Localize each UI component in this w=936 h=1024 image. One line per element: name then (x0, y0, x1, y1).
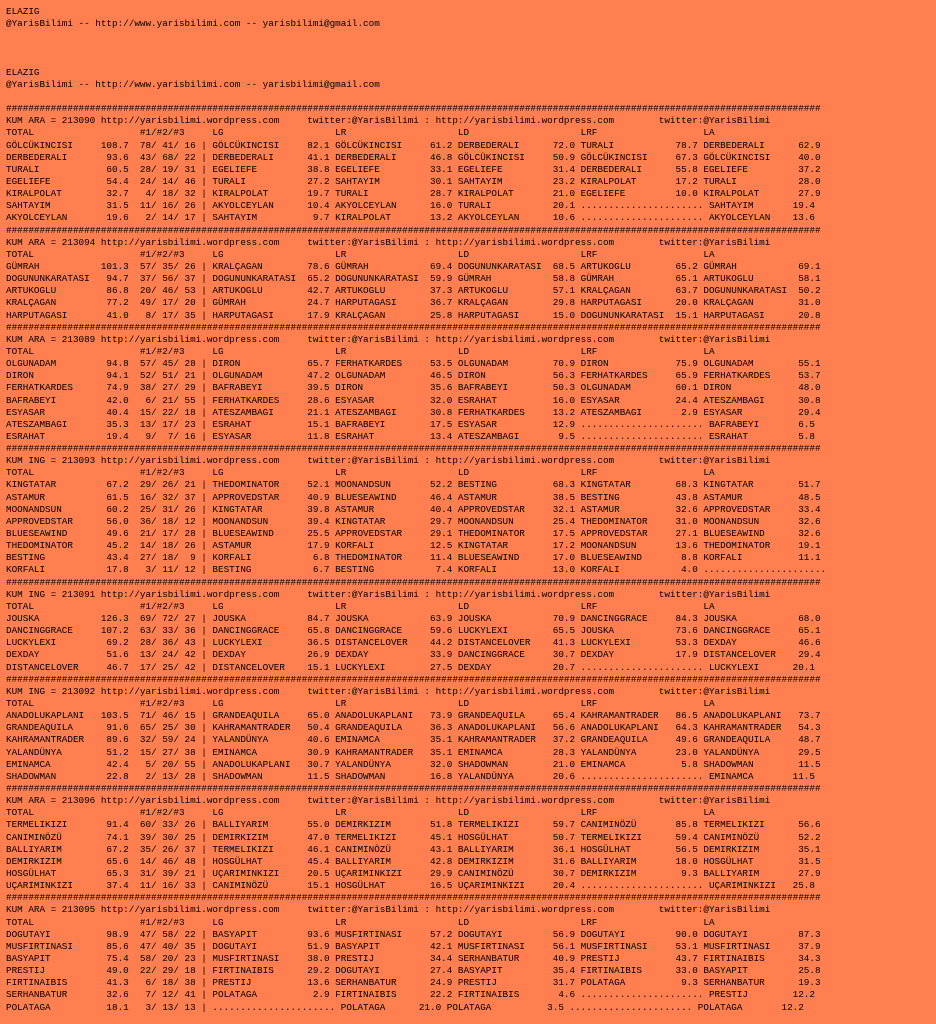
report-line: EMINAMCA 42.4 5/ 20/ 55 | ANADOLUKAPLANI 30.7 YALANDÜNYA 32.0 SHADOWMAN 21.0 EMINAMCA 5.8 SHADOWMAN 11.5 (6, 758, 821, 770)
report-line: TOTAL #1/#2/#3 LG LR LD LRF LA (6, 698, 715, 710)
separator-line: ################################################################################################################################################## (6, 783, 821, 794)
report-line: SAHTAYIM 31.5 11/ 16/ 26 | AKYOLCEYLAN 10.4 AKYOLCEYLAN 16.0 TURALI 20.1 ...................... SAHTAYIM 19.4 (6, 200, 815, 212)
report-line: TOTAL #1/#2/#3 LG LR LD LRF LA (6, 127, 715, 139)
report-line: ELAZIG (6, 6, 40, 17)
report-line: DIRON 94.1 52/ 51/ 21 | OLGUNADAM 47.2 OLGUNADAM 46.5 DIRON 56.3 FERHATKARDES 65.9 FERHATKARDES 53.7 (6, 370, 821, 382)
report-line: TERMELIKIZI 91.4 60/ 33/ 26 | BALLIYARIM 55.0 DEMIRKIZIM 51.8 TERMELIKIZI 59.7 CANIMINÖZÜ 85.8 TERMELIKIZI 56.6 (6, 819, 821, 831)
report-line: KRALÇAGAN 77.2 49/ 17/ 20 | GÜMRAH 24.7 HARPUTAGASI 36.7 KRALÇAGAN 29.8 HARPUTAGASI 20.0 KRALÇAGAN 31.0 (6, 297, 821, 309)
report-line: MUSFIRTINASI 85.6 47/ 40/ 35 | DOGUTAYI 51.9 BASYAPIT 42.1 MUSFIRTINASI 56.1 MUSFIRTINASI 53.1 MUSFIRTINASI 37.9 (6, 940, 821, 952)
report-line: DOGUTAYI 98.9 47/ 58/ 22 | BASYAPIT 93.6 MUSFIRTINASI 57.2 DOGUTAYI 56.9 DOGUTAYI 90.0 DOGUTAYI 87.3 (6, 928, 821, 940)
separator-line: ################################################################################################################################################## (6, 673, 821, 685)
report-line: YALANDÜNYA 51.2 15/ 27/ 38 | EMINAMCA 30.9 KAHRAMANTRADER 35.1 EMINAMCA 28.3 YALANDÜNYA 23.0 YALANDÜNYA 29.5 (6, 746, 821, 758)
report-line: KINGTATAR 67.2 29/ 26/ 21 | THEDOMINATOR 52.1 MOONANDSUN 52.2 BESTING 68.3 KINGTATAR 68.3 KINGTATAR 51.7 (6, 479, 821, 491)
report-line: DERBEDERALI 93.6 43/ 68/ 22 | DERBEDERALI 41.1 DERBEDERALI 46.8 GÖLCÜKINCISI 50.9 GÖLCÜKINCISI 67.3 GÖLCÜKINCISI 40.0 (6, 151, 821, 163)
separator-line: ################################################################################################################################################## (6, 892, 821, 904)
report-line: KAHRAMANTRADER 89.6 32/ 59/ 24 | YALANDÜNYA 40.6 EMINAMCA 35.1 KAHRAMANTRADER 37.2 GRANDEAQUILA 49.6 GRANDEAQUILA 48.7 (6, 734, 821, 746)
report-line: ESYASAR 40.4 15/ 22/ 18 | ATESZAMBAGI 21.1 ATESZAMBAGI 30.8 FERHATKARDES 13.2 ATESZAMBAGI 2.9 ESYASAR 29.4 (6, 406, 821, 418)
report-line: JOUSKA 126.3 69/ 72/ 27 | JOUSKA 84.7 JOUSKA 63.9 JOUSKA 70.9 DANCINGGRACE 84.3 JOUSKA 68.0 (6, 613, 821, 625)
report-line (6, 91, 936, 103)
report-line: KUM ARA = 213094 http://yarisbilimi.wordpress.com twitter:@YarisBilimi : http://yarisbilimi.wordpress.com twitter:@YarisBilimi (6, 236, 771, 248)
report-line: KUM ARA = 213089 http://yarisbilimi.wordpress.com twitter:@YarisBilimi : http://yarisbilimi.wordpress.com twitter:@YarisBilimi (6, 333, 771, 345)
report-line: ANADOLUKAPLANI 103.5 71/ 46/ 15 | GRANDEAQUILA 65.0 ANADOLUKAPLANI 73.9 GRANDEAQUILA 65.4 KAHRAMANTRADER 86.5 ANADOLUKAPLANI 73.7 (6, 710, 821, 722)
report-line: KIRALPOLAT 32.7 4/ 18/ 32 | KIRALPOLAT 19.7 TURALI 28.7 KIRALPOLAT 21.0 EGELIEFE 10.0 KIRALPOLAT 27.9 (6, 188, 821, 200)
report-line: EGELIEFE 54.4 24/ 14/ 46 | TURALI 27.2 SAHTAYIM 30.1 SAHTAYIM 23.2 KIRALPOLAT 17.2 TURALI 28.0 (6, 175, 821, 187)
report-line: ARTUKOGLU 86.8 20/ 46/ 53 | ARTUKOGLU 42.7 ARTUKOGLU 37.3 ARTUKOGLU 57.1 KRALÇAGAN 63.7 DOGUNUNKARATASI 50.2 (6, 285, 821, 297)
report-line: @YarisBilimi -- http://www.yarisbilimi.com -- yarisbilimi@gmail.com (6, 18, 380, 30)
report-line: GÖLCÜKINCISI 108.7 78/ 41/ 16 | GÖLCÜKINCISI 82.1 GÖLCÜKINCISI 61.2 DERBEDERALI 72.0 TURALI 78.7 DERBEDERALI 62.9 (6, 139, 821, 151)
report-line: PRESTIJ 49.0 22/ 29/ 18 | FIRTINAIBIS 29.2 DOGUTAYI 27.4 BASYAPIT 35.4 FIRTINAIBIS 33.0 BASYAPIT 25.8 (6, 965, 821, 977)
report-line: KORFALI 17.8 3/ 11/ 12 | BESTING 6.7 BESTING 7.4 KORFALI 13.0 KORFALI 4.0 ...................... (6, 564, 827, 576)
report-line: TURALI 60.5 28/ 19/ 31 | EGELIEFE 38.8 EGELIEFE 33.1 EGELIEFE 31.4 DERBEDERALI 55.8 EGELIEFE 37.2 (6, 163, 821, 175)
report-line (6, 42, 936, 54)
report-line: GÜMRAH 101.3 57/ 35/ 26 | KRALÇAGAN 78.6 GÜMRAH 69.4 DOGUNUNKARATASI 68.5 ARTUKOGLU 65.2 GÜMRAH 69.1 (6, 260, 821, 272)
report-line: DISTANCELOVER 46.7 17/ 25/ 42 | DISTANCELOVER 15.1 LUCKYLEXI 27.5 DEXDAY 20.7 ...................... LUCKYLEXI 20.1 (6, 661, 815, 673)
report-line: KUM ARA = 213096 http://yarisbilimi.wordpress.com twitter:@YarisBilimi : http://yarisbilimi.wordpress.com twitter:@YarisBilimi (6, 795, 771, 807)
report-line (6, 30, 936, 42)
report-line: SHADOWMAN 22.8 2/ 13/ 28 | SHADOWMAN 11.5 SHADOWMAN 16.8 YALANDÜNYA 20.6 ...................... EMINAMCA 11.5 (6, 770, 815, 782)
report-line: BLUESEAWIND 49.6 21/ 17/ 28 | BLUESEAWIND 25.5 APPROVEDSTAR 29.1 THEDOMINATOR 17.5 APPROVEDSTAR 27.1 BLUESEAWIND 32.6 (6, 528, 821, 540)
report-line: LUCKYLEXI 69.2 28/ 36/ 43 | LUCKYLEXI 36.5 DISTANCELOVER 44.2 DISTANCELOVER 41.3 LUCKYLEXI 53.3 DEXDAY 46.6 (6, 637, 821, 649)
report-line: KUM ING = 213093 http://yarisbilimi.wordpress.com twitter:@YarisBilimi : http://yarisbilimi.wordpress.com twitter:@YarisBilimi (6, 455, 771, 467)
report-line: APPROVEDSTAR 56.0 36/ 18/ 12 | MOONANDSUN 39.4 KINGTATAR 29.7 MOONANDSUN 25.4 THEDOMINATOR 31.0 MOONANDSUN 32.6 (6, 515, 821, 527)
report-line: GRANDEAQUILA 91.6 65/ 25/ 30 | KAHRAMANTRADER 50.4 GRANDEAQUILA 36.3 ANADOLUKAPLANI 56.6 ANADOLUKAPLANI 64.3 KAHRAMANTRADER 54.3 (6, 722, 821, 734)
report-line: AKYOLCEYLAN 19.6 2/ 14/ 17 | SAHTAYIM 9.7 KIRALPOLAT 13.2 AKYOLCEYLAN 10.6 ...................... AKYOLCEYLAN 13.6 (6, 212, 815, 224)
report-line: BASYAPIT 75.4 58/ 20/ 23 | MUSFIRTINASI 38.0 PRESTIJ 34.4 SERHANBATUR 40.9 PRESTIJ 43.7 FIRTINAIBIS 34.3 (6, 952, 821, 964)
report-line: DEXDAY 51.6 13/ 24/ 42 | DEXDAY 26.9 DEXDAY 33.9 DANCINGGRACE 30.7 DEXDAY 17.9 DISTANCELOVER 29.4 (6, 649, 821, 661)
report-line: KUM ARA = 213095 http://yarisbilimi.wordpress.com twitter:@YarisBilimi : http://yarisbilimi.wordpress.com twitter:@YarisBilimi (6, 904, 771, 916)
report-line: DANCINGGRACE 107.2 63/ 33/ 36 | DANCINGGRACE 65.8 DANCINGGRACE 59.6 LUCKYLEXI 65.5 JOUSKA 73.6 DANCINGGRACE 65.1 (6, 625, 821, 637)
report-line: DEMIRKIZIM 65.6 14/ 46/ 48 | HOSGÜLHAT 45.4 BALLIYARIM 42.8 DEMIRKIZIM 31.6 BALLIYARIM 18.0 HOSGÜLHAT 31.5 (6, 855, 821, 867)
report-line: POLATAGA 18.1 3/ 13/ 13 | ...................... POLATAGA 21.0 POLATAGA 3.5 ...................... POLATAGA 12.2 (6, 1001, 804, 1013)
report-line: TOTAL #1/#2/#3 LG LR LD LRF LA (6, 807, 715, 819)
report-line: ELAZIG (6, 66, 40, 78)
report-line: TOTAL #1/#2/#3 LG LR LD LRF LA (6, 248, 715, 260)
report-line: TOTAL #1/#2/#3 LG LR LD LRF LA (6, 345, 715, 357)
report-line: THEDOMINATOR 45.2 14/ 18/ 26 | ASTAMUR 17.9 KORFALI 12.5 KINGTATAR 17.2 MOONANDSUN 13.6 THEDOMINATOR 19.1 (6, 540, 821, 552)
report-line: CANIMINÖZÜ 74.1 39/ 30/ 25 | DEMIRKIZIM 47.0 TERMELIKIZI 45.1 HOSGÜLHAT 50.7 TERMELIKIZI 59.4 CANIMINÖZÜ 52.2 (6, 831, 821, 843)
report-line: ESRAHAT 19.4 9/ 7/ 16 | ESYASAR 11.8 ESRAHAT 13.4 ATESZAMBAGI 9.5 ...................... ESRAHAT 5.8 (6, 430, 815, 442)
report-line: BESTING 43.4 27/ 18/ 9 | KORFALI 6.8 THEDOMINATOR 11.4 BLUESEAWIND 17.0 BLUESEAWIND 8.8 KORFALI 11.1 (6, 552, 821, 564)
separator-line: ################################################################################################################################################## (6, 224, 821, 236)
report-line: BALLIYARIM 67.2 35/ 26/ 37 | TERMELIKIZI 46.1 CANIMINÖZÜ 43.1 BALLIYARIM 36.1 HOSGÜLHAT 56.5 DEMIRKIZIM 35.1 (6, 843, 821, 855)
report-line: KUM ING = 213092 http://yarisbilimi.wordpress.com twitter:@YarisBilimi : http://yarisbilimi.wordpress.com twitter:@YarisBilimi (6, 685, 771, 697)
report-line: KUM ING = 213091 http://yarisbilimi.wordpress.com twitter:@YarisBilimi : http://yarisbilimi.wordpress.com twitter:@YarisBilimi (6, 588, 771, 600)
report-line: FERHATKARDES 74.9 38/ 27/ 29 | BAFRABEYI 39.5 DIRON 35.6 BAFRABEYI 50.3 OLGUNADAM 60.1 DIRON 48.0 (6, 382, 821, 394)
report-line: UÇARIMINKIZI 37.4 11/ 16/ 33 | CANIMINÖZÜ 15.1 HOSGÜLHAT 16.5 UÇARIMINKIZI 20.4 ...................... UÇARIMINKIZI 25.8 (6, 880, 815, 892)
report-line: SERHANBATUR 32.6 7/ 12/ 41 | POLATAGA 2.9 FIRTINAIBIS 22.2 FIRTINAIBIS 4.6 ...................... PRESTIJ 12.2 (6, 989, 815, 1001)
report-line: @YarisBilimi -- http://www.yarisbilimi.com -- yarisbilimi@gmail.com (6, 78, 380, 90)
separator-line: ################################################################################################################################################## (6, 443, 821, 455)
report-line: ASTAMUR 61.5 16/ 32/ 37 | APPROVEDSTAR 40.9 BLUESEAWIND 46.4 ASTAMUR 38.5 BESTING 43.8 ASTAMUR 48.5 (6, 491, 821, 503)
report-line: ATESZAMBAGI 35.3 13/ 17/ 23 | ESRAHAT 15.1 BAFRABEYI 17.5 ESYASAR 12.9 ...................... BAFRABEYI 6.5 (6, 418, 815, 430)
report-line: DOGUNUNKARATASI 94.7 37/ 56/ 37 | DOGUNUNKARATASI 65.2 DOGUNUNKARATASI 59.9 GÜMRAH 58.8 GÜMRAH 65.1 ARTUKOGLU 58.1 (6, 273, 821, 285)
report-line: BAFRABEYI 42.0 6/ 21/ 55 | FERHATKARDES 28.6 ESYASAR 32.0 ESRAHAT 16.0 ESYASAR 24.4 ATESZAMBAGI 30.8 (6, 394, 821, 406)
separator-line: ################################################################################################################################################## (6, 321, 821, 333)
report-line: HOSGÜLHAT 65.3 31/ 39/ 21 | UÇARIMINKIZI 20.5 UÇARIMINKIZI 29.9 CANIMINÖZÜ 30.7 DEMIRKIZIM 9.3 BALLIYARIM 27.9 (6, 867, 821, 879)
report-line: KUM ARA = 213090 http://yarisbilimi.wordpress.com twitter:@YarisBilimi : http://yarisbilimi.wordpress.com twitter:@YarisBilimi (6, 115, 771, 127)
separator-line: ################################################################################################################################################## (6, 103, 821, 115)
report-line: MOONANDSUN 60.2 25/ 31/ 26 | KINGTATAR 39.8 ASTAMUR 40.4 APPROVEDSTAR 32.1 ASTAMUR 32.6 APPROVEDSTAR 33.4 (6, 503, 821, 515)
report-line: HARPUTAGASI 41.0 8/ 17/ 35 | HARPUTAGASI 17.9 KRALÇAGAN 25.8 HARPUTAGASI 15.0 DOGUNUNKARATASI 15.1 HARPUTAGASI 20.8 (6, 309, 821, 321)
report-line: OLGUNADAM 94.8 57/ 45/ 28 | DIRON 65.7 FERHATKARDES 53.5 OLGUNADAM 70.9 DIRON 75.9 OLGUNADAM 55.1 (6, 358, 821, 370)
report-line (6, 55, 936, 67)
report-line: TOTAL #1/#2/#3 LG LR LD LRF LA (6, 916, 715, 928)
report-line: TOTAL #1/#2/#3 LG LR LD LRF LA (6, 467, 715, 479)
separator-line: ################################################################################################################################################## (6, 576, 821, 588)
report-line: FIRTINAIBIS 41.3 6/ 18/ 38 | PRESTIJ 13.6 SERHANBATUR 24.9 PRESTIJ 31.7 POLATAGA 9.3 SERHANBATUR 19.3 (6, 977, 821, 989)
report-line: TOTAL #1/#2/#3 LG LR LD LRF LA (6, 600, 715, 612)
